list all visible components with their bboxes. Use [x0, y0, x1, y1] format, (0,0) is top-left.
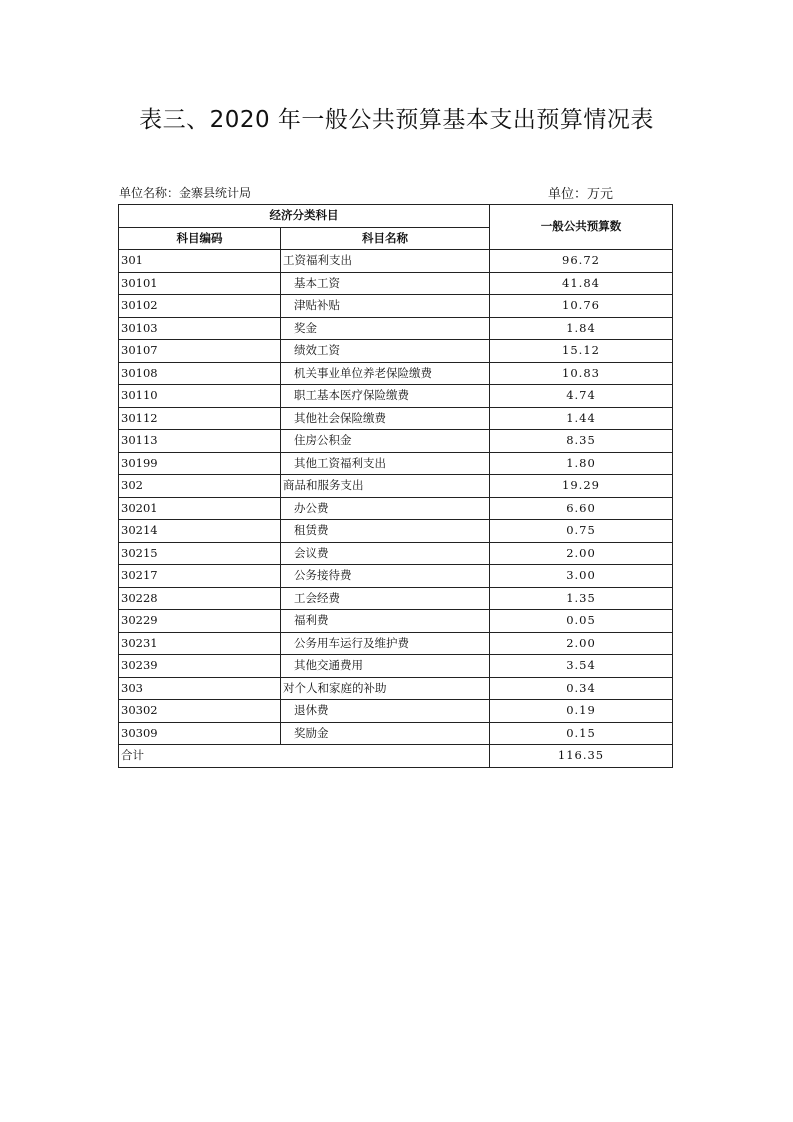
row-amount: 15.12	[490, 340, 673, 363]
row-name: 租赁费	[281, 520, 490, 543]
row-name: 住房公积金	[281, 430, 490, 453]
table-row	[119, 565, 673, 588]
row-name: 其他社会保险缴费	[281, 407, 490, 430]
row-code: 30108	[119, 362, 281, 385]
row-code: 30112	[119, 407, 281, 430]
table-row	[119, 385, 673, 408]
row-name: 对个人和家庭的补助	[281, 677, 490, 700]
row-code: 301	[119, 250, 281, 273]
budget-table	[118, 204, 673, 768]
table-row	[119, 497, 673, 520]
row-amount: 0.34	[490, 677, 673, 700]
row-code: 30113	[119, 430, 281, 453]
table-row	[119, 475, 673, 498]
row-code: 30102	[119, 295, 281, 318]
table-row	[119, 587, 673, 610]
table-row	[119, 407, 673, 430]
row-code: 30309	[119, 722, 281, 745]
table-row	[119, 677, 673, 700]
row-amount: 1.80	[490, 452, 673, 475]
currency-unit-label: 单位：万元	[548, 187, 614, 202]
row-name: 公务用车运行及维护费	[281, 632, 490, 655]
table-row	[119, 272, 673, 295]
row-amount: 0.19	[490, 700, 673, 723]
row-code: 30302	[119, 700, 281, 723]
row-code: 303	[119, 677, 281, 700]
header-row-group	[119, 205, 673, 228]
table-row	[119, 722, 673, 745]
row-amount: 96.72	[490, 250, 673, 273]
total-row	[119, 745, 673, 768]
row-code: 30110	[119, 385, 281, 408]
unit-name-label: 单位名称：金寨县统计局	[119, 186, 252, 200]
table-row	[119, 542, 673, 565]
table-row	[119, 520, 673, 543]
table-row	[119, 700, 673, 723]
row-amount: 3.54	[490, 655, 673, 678]
row-name: 基本工资	[281, 272, 490, 295]
total-label: 合计	[119, 745, 490, 768]
row-code: 30107	[119, 340, 281, 363]
row-amount: 2.00	[490, 632, 673, 655]
row-name: 其他交通费用	[281, 655, 490, 678]
row-name: 绩效工资	[281, 340, 490, 363]
row-amount: 10.76	[490, 295, 673, 318]
table-row	[119, 452, 673, 475]
row-amount: 41.84	[490, 272, 673, 295]
row-amount: 1.44	[490, 407, 673, 430]
row-name: 工资福利支出	[281, 250, 490, 273]
table-row	[119, 610, 673, 633]
row-code: 30199	[119, 452, 281, 475]
table-row	[119, 295, 673, 318]
row-amount: 1.84	[490, 317, 673, 340]
row-name: 福利费	[281, 610, 490, 633]
header-code: 科目编码	[119, 227, 281, 250]
row-name: 其他工资福利支出	[281, 452, 490, 475]
row-name: 退休费	[281, 700, 490, 723]
row-amount: 8.35	[490, 430, 673, 453]
row-code: 30231	[119, 632, 281, 655]
row-name: 机关事业单位养老保险缴费	[281, 362, 490, 385]
header-amount: 一般公共预算数	[490, 205, 673, 250]
row-code: 30229	[119, 610, 281, 633]
row-code: 30201	[119, 497, 281, 520]
row-amount: 0.15	[490, 722, 673, 745]
row-amount: 6.60	[490, 497, 673, 520]
table-header	[119, 205, 673, 250]
row-code: 30103	[119, 317, 281, 340]
row-amount: 1.35	[490, 587, 673, 610]
row-name: 奖励金	[281, 722, 490, 745]
row-amount: 4.74	[490, 385, 673, 408]
row-name: 工会经费	[281, 587, 490, 610]
table-row	[119, 340, 673, 363]
header-name: 科目名称	[281, 227, 490, 250]
page-title: 表三、2020 年一般公共预算基本支出预算情况表	[139, 107, 654, 133]
row-code: 30214	[119, 520, 281, 543]
row-name: 津贴补贴	[281, 295, 490, 318]
row-name: 办公费	[281, 497, 490, 520]
row-code: 302	[119, 475, 281, 498]
table-row	[119, 632, 673, 655]
row-code: 30215	[119, 542, 281, 565]
table-body	[119, 250, 673, 745]
row-code: 30239	[119, 655, 281, 678]
total-amount: 116.35	[490, 745, 673, 768]
row-amount: 3.00	[490, 565, 673, 588]
row-name: 公务接待费	[281, 565, 490, 588]
row-amount: 10.83	[490, 362, 673, 385]
table-row	[119, 317, 673, 340]
table-row	[119, 250, 673, 273]
table-footer	[119, 745, 673, 768]
row-amount: 0.05	[490, 610, 673, 633]
row-code: 30217	[119, 565, 281, 588]
row-name: 职工基本医疗保险缴费	[281, 385, 490, 408]
table-row	[119, 362, 673, 385]
row-code: 30228	[119, 587, 281, 610]
row-code: 30101	[119, 272, 281, 295]
row-name: 会议费	[281, 542, 490, 565]
table-row	[119, 430, 673, 453]
row-name: 商品和服务支出	[281, 475, 490, 498]
row-name: 奖金	[281, 317, 490, 340]
header-economic-classification: 经济分类科目	[119, 205, 490, 228]
row-amount: 19.29	[490, 475, 673, 498]
row-amount: 2.00	[490, 542, 673, 565]
row-amount: 0.75	[490, 520, 673, 543]
table-row	[119, 655, 673, 678]
